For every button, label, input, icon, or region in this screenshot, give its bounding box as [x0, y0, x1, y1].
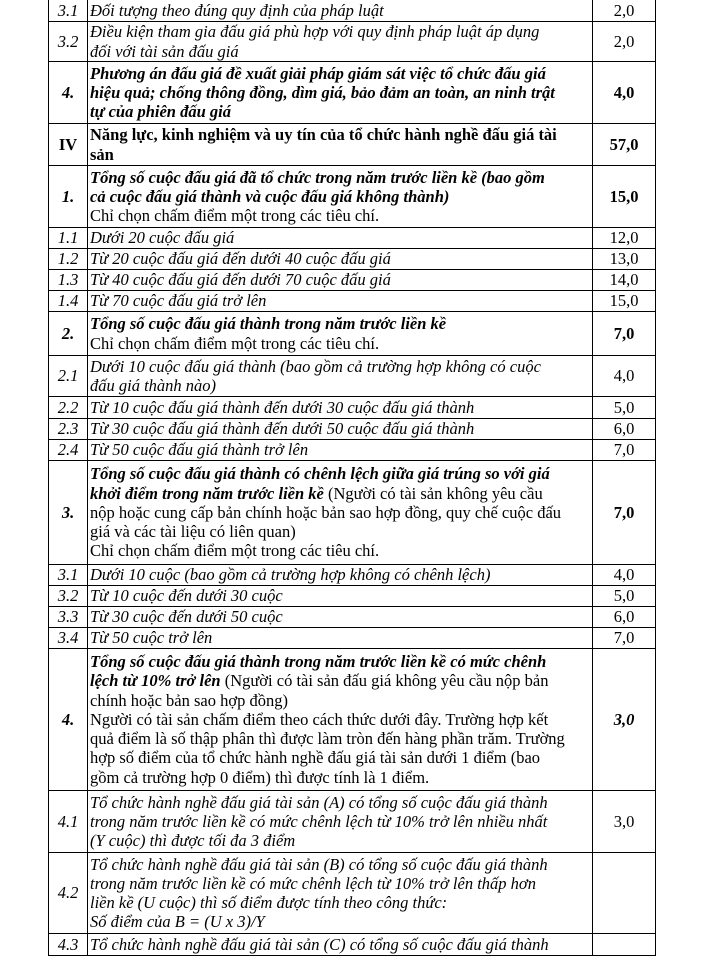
criterion-text: Đối tượng theo đúng quy định của pháp luật: [88, 0, 593, 22]
row-number: 2.1: [49, 356, 88, 397]
table-row: [49, 0, 656, 22]
max-score: 13,0: [593, 249, 656, 270]
table-row: [49, 853, 656, 934]
max-score: [593, 853, 656, 934]
criterion-text: Từ 10 cuộc đấu giá thành đến dưới 30 cuộc đấu giá thành: [88, 397, 593, 419]
max-score: 5,0: [593, 397, 656, 419]
row-number: 3.2: [49, 22, 88, 62]
row-number: 4.1: [49, 791, 88, 853]
row-number: 2.: [49, 312, 88, 356]
max-score: 15,0: [593, 166, 656, 228]
table-row: [49, 228, 656, 249]
row-number: IV: [49, 124, 88, 166]
max-score: 4,0: [593, 62, 656, 124]
table-row: [49, 62, 656, 124]
max-score: 7,0: [593, 461, 656, 565]
row-number: 1.2: [49, 249, 88, 270]
criterion-text: Phương án đấu giá đề xuất giải pháp giám sát việc tổ chức đấu giá hiệu quả; chống thông đồng, dìm giá, bảo đảm an toàn, an ninh trật tự của phiên đấu giá: [88, 62, 593, 124]
row-number: 1.: [49, 166, 88, 228]
criterion-text: Điều kiện tham gia đấu giá phù hợp với quy định pháp luật áp dụng đối với tài sản đấu giá: [88, 22, 593, 62]
row-number: 4.: [49, 62, 88, 124]
criterion-text: Từ 30 cuộc đấu giá thành đến dưới 50 cuộc đấu giá thành: [88, 419, 593, 440]
max-score: 7,0: [593, 312, 656, 356]
row-number: 4.3: [49, 934, 88, 956]
criterion-text: Từ 40 cuộc đấu giá đến dưới 70 cuộc đấu giá: [88, 270, 593, 291]
table-row: [49, 628, 656, 649]
criterion-text: Từ 70 cuộc đấu giá trở lên: [88, 291, 593, 312]
criterion-text: Tổng số cuộc đấu giá thành trong năm trước liền kề Chỉ chọn chấm điểm một trong các tiêu chí.: [88, 312, 593, 356]
max-score: 5,0: [593, 586, 656, 607]
max-score: 15,0: [593, 291, 656, 312]
criterion-text: Tổng số cuộc đấu giá thành có chênh lệch giữa giá trúng so với giá khởi điểm trong năm trước liền kề (Người có tài sản không yêu cầu nộp hoặc cung cấp bản chính hoặc bản sao hợp đồng, quy chế cuộc đấu giá và các tài liệu có liên quan) Chỉ chọn chấm điểm một trong các tiêu chí.: [88, 461, 593, 565]
table-row: [49, 22, 656, 62]
table-row: [49, 649, 656, 791]
table-row: [49, 934, 656, 956]
row-number: 2.2: [49, 397, 88, 419]
table-row: [49, 586, 656, 607]
max-score: 4,0: [593, 565, 656, 586]
scoring-criteria-table: [48, 0, 656, 956]
criterion-text: Từ 10 cuộc đến dưới 30 cuộc: [88, 586, 593, 607]
selection-note: Chỉ chọn chấm điểm một trong các tiêu chí.: [90, 206, 380, 226]
row-number: 4.: [49, 649, 88, 791]
max-score: 3,0: [593, 791, 656, 853]
criterion-text: Tổng số cuộc đấu giá đã tổ chức trong năm trước liền kề (bao gồm cả cuộc đấu giá thành và cuộc đấu giá không thành) Chỉ chọn chấm điểm một trong các tiêu chí.: [88, 166, 593, 228]
max-score: 3,0: [593, 649, 656, 791]
selection-note: Chỉ chọn chấm điểm một trong các tiêu chí.: [90, 541, 380, 561]
criterion-text: Từ 30 cuộc đến dưới 50 cuộc: [88, 607, 593, 628]
row-number: 3.1: [49, 0, 88, 22]
criterion-text: Tổ chức hành nghề đấu giá tài sản (A) có tổng số cuộc đấu giá thành trong năm trước liền kề có mức chênh lệch từ 10% trở lên nhiều nhất (Y cuộc) thì được tối đa 3 điểm: [88, 791, 593, 853]
max-score: 7,0: [593, 628, 656, 649]
criterion-text: Tổ chức hành nghề đấu giá tài sản (C) có tổng số cuộc đấu giá thành: [88, 934, 593, 956]
table-row: [49, 440, 656, 461]
table-row: [49, 607, 656, 628]
max-score: 7,0: [593, 440, 656, 461]
table-row: [49, 270, 656, 291]
row-number: 3.4: [49, 628, 88, 649]
row-number: 3.: [49, 461, 88, 565]
table-row: [49, 166, 656, 228]
row-number: 3.2: [49, 586, 88, 607]
criterion-text: Dưới 20 cuộc đấu giá: [88, 228, 593, 249]
table-row: [49, 312, 656, 356]
row-number: 3.3: [49, 607, 88, 628]
table-row: [49, 419, 656, 440]
max-score: 6,0: [593, 607, 656, 628]
table-row: [49, 249, 656, 270]
row-number: 1.4: [49, 291, 88, 312]
criterion-text: Từ 50 cuộc đấu giá thành trở lên: [88, 440, 593, 461]
criterion-text: Từ 20 cuộc đấu giá đến dưới 40 cuộc đấu giá: [88, 249, 593, 270]
criterion-text: Tổng số cuộc đấu giá thành trong năm trước liền kề có mức chênh lệch từ 10% trở lên (Người có tài sản đấu giá không yêu cầu nộp bản chính hoặc bản sao hợp đồng) Người có tài sản chấm điểm theo cách thức dưới đây. Trường hợp kết quả điểm là số thập phân thì được làm tròn đến hàng phần trăm. Trường hợp số điểm của tổ chức hành nghề đấu giá tài sản dưới 1 điểm (bao gồm cả trường hợp 0 điểm) thì được tính là 1 điểm.: [88, 649, 593, 791]
formula: Số điểm của B = (U x 3)/Y: [90, 912, 265, 932]
selection-note: Chỉ chọn chấm điểm một trong các tiêu chí.: [90, 333, 380, 353]
row-number: 1.3: [49, 270, 88, 291]
row-number: 4.2: [49, 853, 88, 934]
table-row: [49, 791, 656, 853]
table-row: [49, 565, 656, 586]
max-score: 2,0: [593, 0, 656, 22]
criterion-text: Dưới 10 cuộc đấu giá thành (bao gồm cả trường hợp không có cuộc đấu giá thành nào): [88, 356, 593, 397]
row-number: 2.4: [49, 440, 88, 461]
row-number: 3.1: [49, 565, 88, 586]
max-score: 2,0: [593, 22, 656, 62]
table-row: [49, 124, 656, 166]
table-row: [49, 461, 656, 565]
table-row: [49, 291, 656, 312]
max-score: [593, 934, 656, 956]
table-row: [49, 356, 656, 397]
max-score: 4,0: [593, 356, 656, 397]
max-score: 6,0: [593, 419, 656, 440]
row-number: 2.3: [49, 419, 88, 440]
criterion-text: Từ 50 cuộc trở lên: [88, 628, 593, 649]
max-score: 14,0: [593, 270, 656, 291]
max-score: 57,0: [593, 124, 656, 166]
max-score: 12,0: [593, 228, 656, 249]
criterion-text: Năng lực, kinh nghiệm và uy tín của tổ chức hành nghề đấu giá tài sản: [88, 124, 593, 166]
criterion-text: Dưới 10 cuộc (bao gồm cả trường hợp không có chênh lệch): [88, 565, 593, 586]
criterion-text: Tổ chức hành nghề đấu giá tài sản (B) có tổng số cuộc đấu giá thành trong năm trước liền kề có mức chênh lệch từ 10% trở lên thấp hơn liền kề (U cuộc) thì số điểm được tính theo công thức: Số điểm của B = (U x 3)/Y: [88, 853, 593, 934]
row-number: 1.1: [49, 228, 88, 249]
table-row: [49, 397, 656, 419]
